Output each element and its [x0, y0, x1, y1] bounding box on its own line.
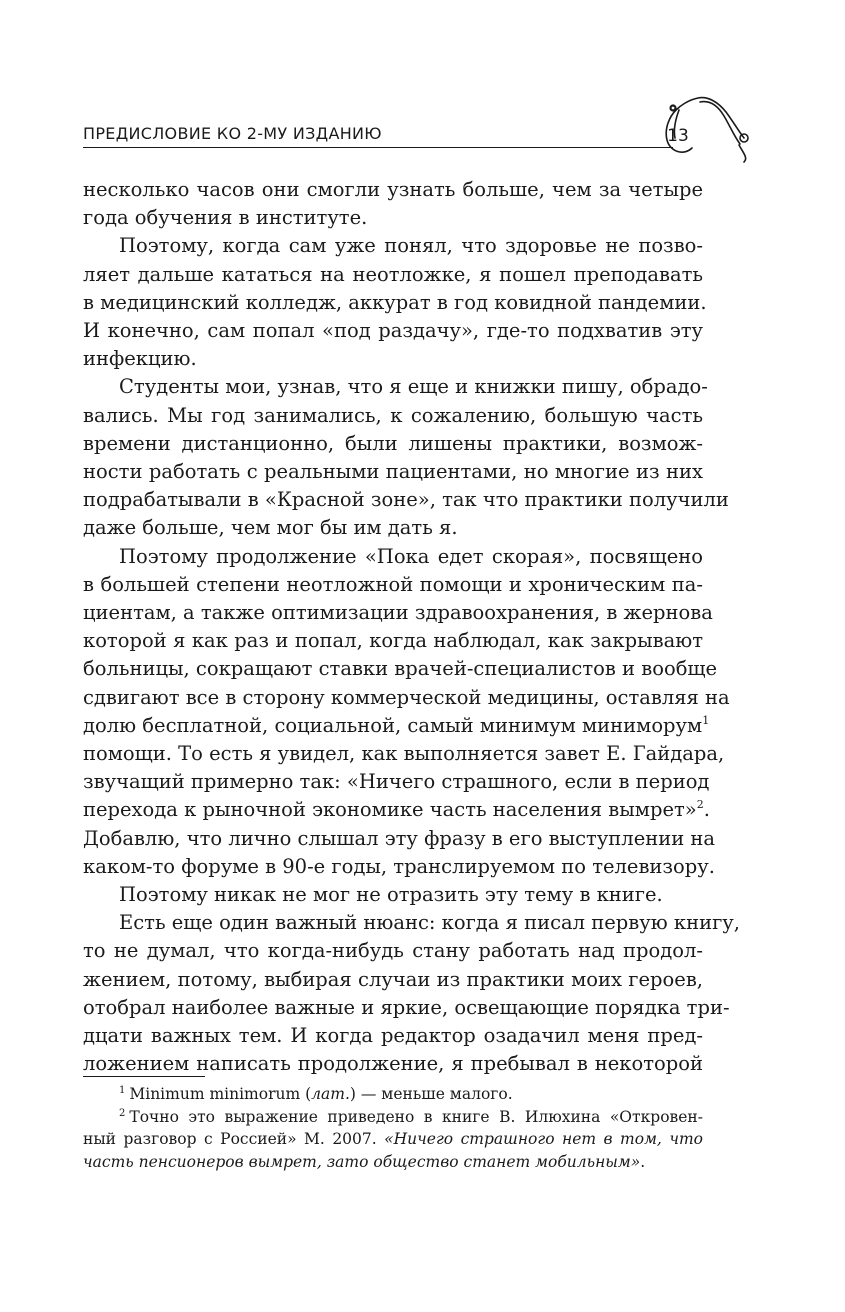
footnote-ref-1: 1	[702, 713, 710, 727]
text-line: звучащий примерно так: «Ничего страшного, если в период	[83, 770, 710, 794]
running-head-title: ПРЕДИСЛОВИЕ КО 2-МУ ИЗДАНИЮ	[83, 124, 382, 143]
paragraph-5	[83, 881, 703, 909]
footnote-rule	[83, 1076, 205, 1077]
text-line	[83, 796, 710, 824]
footnote-ref-2: 2	[696, 798, 704, 812]
text-line: подрабатывали в «Красной зоне», так что практики получили	[83, 488, 729, 512]
text-line: больницы, сокращают ставки врачей-специалистов и вообще	[83, 657, 718, 681]
text-line: Поэтому продолжение «Пока едет скорая», посвящено	[119, 544, 703, 568]
footnote-2	[83, 1106, 703, 1174]
page-number: 13	[667, 126, 689, 146]
text-run: перехода к рыночной экономике часть населения вымрет»	[83, 798, 697, 822]
paragraph-4	[83, 543, 730, 881]
footnote-line	[83, 1083, 703, 1106]
text-run-italic: часть пенсионеров вымрет, зато общество станет мобильным»	[83, 1152, 641, 1171]
stethoscope-icon	[640, 86, 760, 166]
text-line: циентам, а также оптимизации здравоохранения, в жернова	[83, 601, 713, 625]
footnote-line	[83, 1128, 703, 1151]
text-line: ложением написать продолжение, я пребывал в некоторой	[83, 1052, 703, 1076]
text-line: времени дистанционно, были лишены практики, возмож-	[83, 431, 703, 455]
text-line: в медицинский колледж, аккурат в год ковидной пандемии.	[83, 290, 707, 314]
text-line: отобрал наиболее важные и яркие, освещающие порядка три-	[83, 995, 730, 1019]
text-line: которой я как раз и попал, когда наблюдал, как закрывают	[83, 629, 703, 653]
text-line: вались. Мы год занимались, к сожалению, большую часть	[83, 403, 703, 427]
text-run: Точно это выражение приведено в книге В. Илюхина «Откровен-	[129, 1107, 703, 1126]
paragraph-2	[83, 232, 707, 373]
header-rule	[83, 147, 673, 148]
text-line: в большей степени неотложной помощи и хроническим па-	[83, 572, 703, 596]
text-line: несколько часов они смогли узнать больше, чем за четыре	[83, 178, 703, 201]
text-line: Студенты мои, узнав, что я еще и книжки пишу, обрадо-	[119, 375, 708, 399]
text-run: .	[703, 798, 710, 822]
text-line: жением, потому, выбирая случаи из практики моих героев,	[83, 967, 703, 991]
text-run-italic: лат.	[311, 1085, 350, 1103]
text-line: ности работать с реальными пациентами, но многие из них	[83, 460, 703, 484]
paragraph-1	[83, 176, 703, 232]
footnote-mark: 2	[119, 1107, 126, 1119]
text-line: сдвигают все в сторону коммерческой медицины, оставляя на	[83, 685, 730, 709]
text-line: инфекцию.	[83, 347, 197, 371]
text-line: Есть еще один важный нюанс: когда я писал первую книгу,	[119, 911, 740, 935]
text-run-italic: «Ничего страшного нет в том, что	[384, 1130, 703, 1149]
text-line: помощи. То есть я увидел, как выполняется завет Е. Гайдара,	[83, 742, 725, 766]
text-line: даже больше, чем мог бы им дать я.	[83, 516, 458, 540]
footnotes	[83, 1083, 703, 1173]
text-line: дцати важных тем. И когда редактор озадачил меня пред-	[83, 1024, 703, 1048]
text-run: ный разговор с Россией» М. 2007.	[83, 1130, 385, 1149]
text-line: Поэтому, когда сам уже понял, что здоровье не позво-	[119, 234, 703, 258]
text-line: то не думал, что когда-нибудь стану работать над продол-	[83, 939, 703, 963]
text-line	[83, 712, 710, 740]
text-run: долю бесплатной, социальной, самый минимум миниморум	[83, 713, 703, 737]
text-line: Добавлю, что лично слышал эту фразу в его выступлении на	[83, 826, 716, 850]
footnote-line	[83, 1106, 703, 1129]
footnote-line	[83, 1151, 703, 1174]
text-line: каком-то форуме в 90-е годы, транслируемом по телевизору.	[83, 854, 715, 878]
text-line: Поэтому никак не мог не отразить эту тему в книге.	[119, 883, 663, 907]
paragraph-6	[83, 909, 740, 1078]
text-line: ляет дальше кататься на неотложке, я пошел преподавать	[83, 262, 703, 286]
text-run: Minimum minimorum (	[129, 1085, 312, 1103]
text-run: ) — меньше малого.	[349, 1085, 513, 1103]
footnote-mark: 1	[119, 1085, 126, 1096]
body-text	[83, 176, 740, 1079]
text-run: .	[640, 1152, 646, 1171]
footnote-1	[83, 1083, 703, 1106]
paragraph-3	[83, 373, 729, 542]
text-line: года обучения в институте.	[83, 206, 368, 230]
text-line: И конечно, сам попал «под раздачу», где-то подхватив эту	[83, 319, 703, 343]
